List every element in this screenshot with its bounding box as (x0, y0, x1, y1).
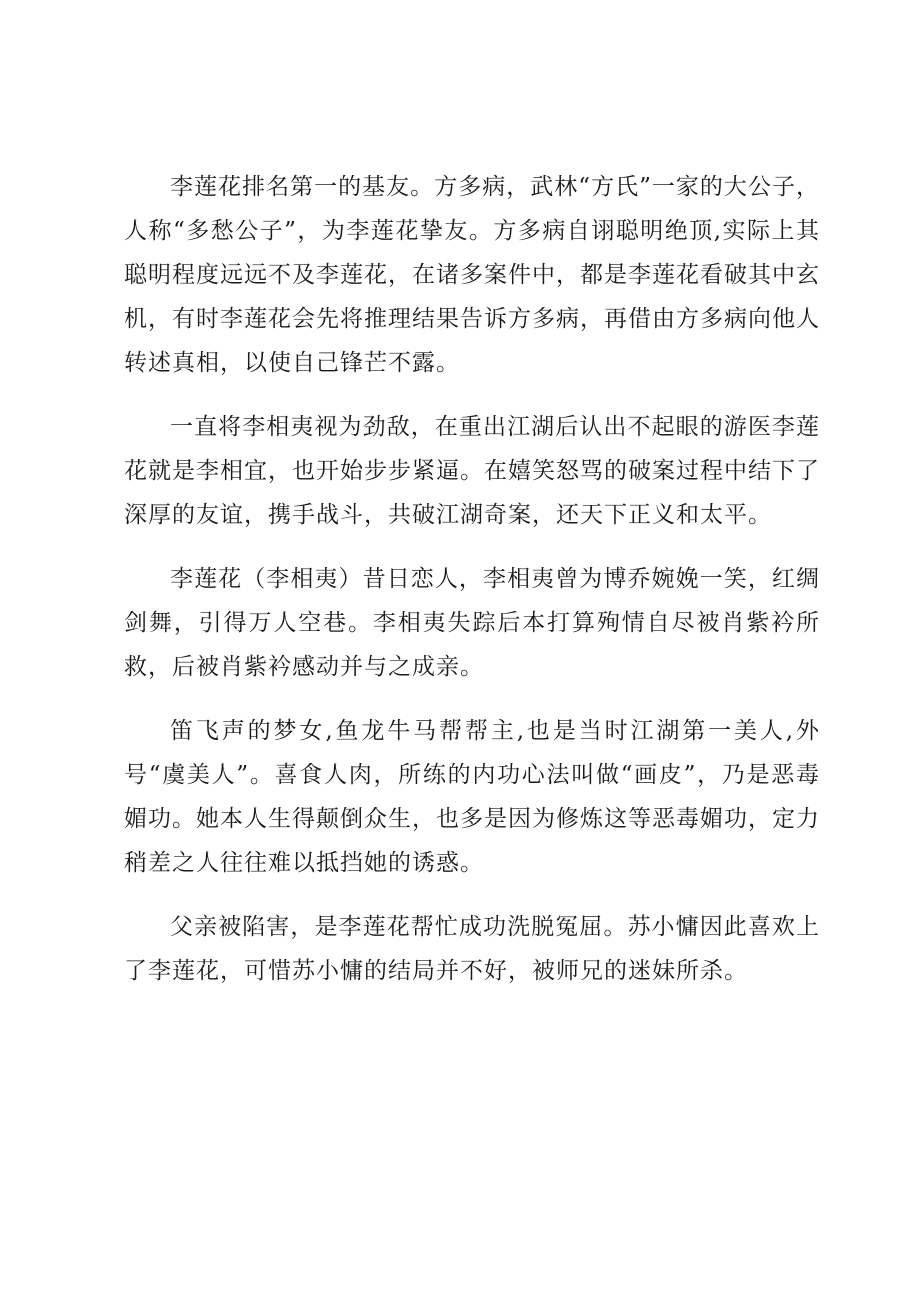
document-body (124, 165, 820, 1013)
paragraph-fang-duobing: 李莲花排名第一的基友。方多病，武林“方氏”一家的大公子，人称“多愁公子”，为李莲花挚友。方多病自诩聪明绝顶,实际上其聪明程度远远不及李莲花，在诸多案件中，都是李莲花看破其中玄机，有时李莲花会先将推理结果告诉方多病，再借由方多病向他人转述真相，以使自己锋芒不露。 (124, 174, 820, 376)
paragraph-rival: 一直将李相夷视为劲敌，在重出江湖后认出不起眼的游医李莲花就是李相宜，也开始步步紧逼。在嬉笑怒骂的破案过程中结下了深厚的友谊，携手战斗，共破江湖奇案，还天下正义和太平。 (124, 414, 820, 528)
paragraph-yu-meiren: 笛飞声的梦女,鱼龙牛马帮帮主,也是当时江湖第一美人,外号“虞美人”。喜食人肉，所练的内功心法叫做“画皮”，乃是恶毒媚功。她本人生得颠倒众生，也多是因为修炼这等恶毒媚功，定力稍差之人往往难以抵挡她的诱惑。 (124, 718, 820, 876)
paragraph-su-xiaoyong: 父亲被陷害，是李莲花帮忙成功洗脱冤屈。苏小慵因此喜欢上了李莲花，可惜苏小慵的结局并不好，被师兄的迷妹所杀。 (124, 914, 820, 984)
paragraph-qiao-wanmian: 李莲花（李相夷）昔日恋人，李相夷曾为博乔婉娩一笑，红绸剑舞，引得万人空巷。李相夷失踪后本打算殉情自尽被肖紫衿所救，后被肖紫衿感动并与之成亲。 (124, 566, 820, 680)
